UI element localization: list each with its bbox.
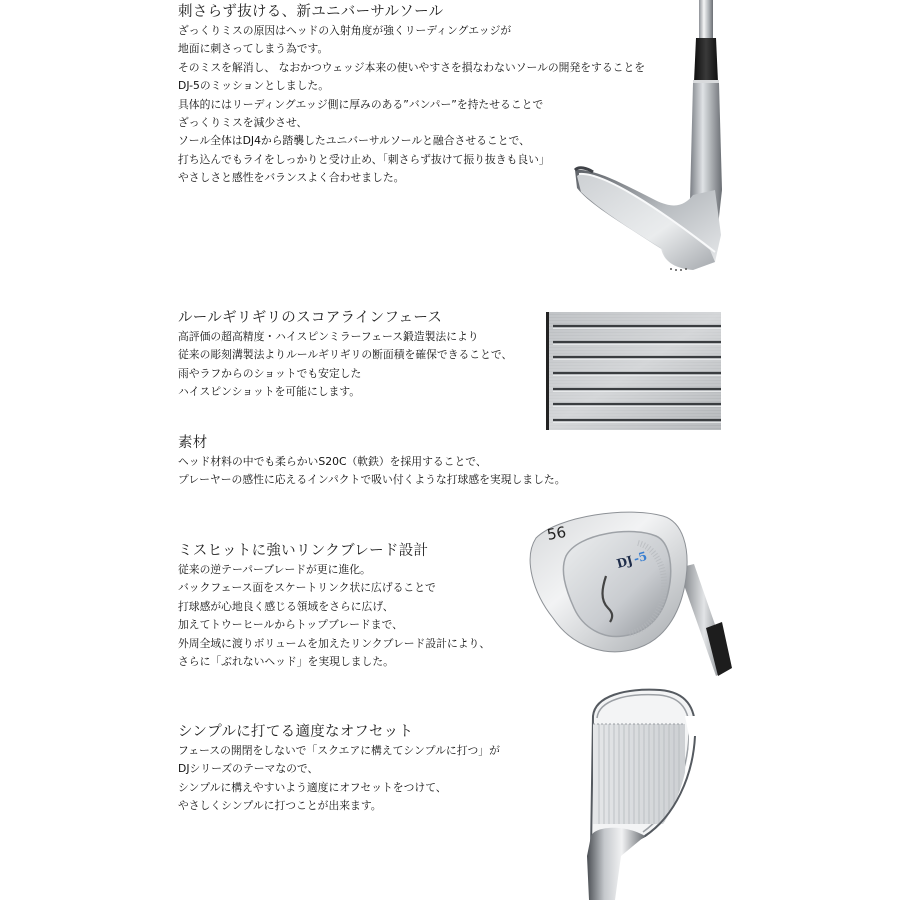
body-line: 打ち込んでもライをしっかりと受け止め、「刺さらず抜けて振り抜きも良い」 — [178, 152, 550, 166]
body-line: ざっくりミスを減少させ、 — [178, 116, 308, 130]
body-line: DJ-5のミッションとしました。 — [178, 79, 330, 93]
section-heading: 素材 — [178, 435, 208, 451]
body-line: 雨やラフからのショットでも安定した — [178, 366, 362, 380]
section-heading: ルールギリギリのスコアラインフェース — [178, 310, 443, 326]
svg-text:-5: -5 — [632, 548, 649, 566]
body-line: 高評価の超高精度・ハイスピンミラーフェース鍛造製法により — [178, 330, 479, 343]
body-line: ソール全体はDJ4から踏襲したユニバーサルソールと融合させることで、 — [178, 134, 530, 148]
body-line: やさしくシンプルに打つことが出来ます。 — [178, 799, 382, 813]
body-line: ヘッド材料の中でも柔らかいS20C（軟鉄）を採用することで、 — [178, 455, 487, 468]
body-line: ざっくりミスの原因はヘッドの入射角度が強くリーディングエッジが — [178, 24, 512, 37]
body-line: フェースの開閉をしないで「スクエアに構えてシンプルに打つ」が — [178, 744, 500, 757]
body-line: 従来の逆テーパーブレードが更に進化。 — [178, 563, 371, 576]
wedge-side-illustration — [565, 0, 740, 285]
scoreline-illustration — [546, 312, 721, 430]
wedge-back-illustration — [518, 498, 733, 683]
wedge-address-illustration — [585, 686, 705, 900]
loft-number: 56 — [545, 522, 568, 544]
body-line: 地面に刺さってしまう為です。 — [178, 42, 329, 56]
body-line: ハイスピンショットを可能にします。 — [178, 385, 361, 399]
wedge-sole-side-image — [565, 0, 740, 285]
body-line: 従来の彫刻溝製法よりルールギリギリの断面積を確保できることで、 — [178, 348, 513, 362]
body-line: 外周全域に渡りボリュームを加えたリンクブレード設計により、 — [178, 636, 491, 650]
section-material — [178, 434, 566, 490]
section-heading: ミスヒットに強いリンクブレード設計 — [178, 543, 429, 559]
body-line: シンプルに構えやすいよう適度にオフセットをつけて、 — [178, 780, 447, 794]
wedge-address-image — [585, 686, 705, 900]
body-line: バックフェース面をスケートリンク状に広げることで — [178, 581, 436, 595]
section-heading: 刺さらず抜ける、新ユニバーサルソール — [178, 4, 444, 20]
body-line: 具体的にはリーディングエッジ側に厚みのある”バンパー”を持たせることで — [178, 97, 544, 111]
section-rink-blade — [178, 542, 490, 671]
section-offset — [178, 723, 500, 816]
body-line: やさしさと感性をバランスよく合わせました。 — [178, 171, 405, 185]
face-scoreline-image — [546, 312, 721, 430]
body-line: 打球感が心地良く感じる領域をさらに広げ、 — [178, 599, 394, 613]
body-line: そのミスを解消し、 なおかつウェッジ本来の使いやすさを損なわないソールの開発をすることを — [178, 60, 646, 74]
section-scoreline-face — [178, 309, 512, 402]
body-line: さらに「ぶれないヘッド」を実現しました。 — [178, 655, 394, 669]
svg-text:DJ: DJ — [615, 553, 635, 571]
body-line: 加えてトウーヒールからトップブレードまで、 — [178, 618, 403, 632]
wedge-back-image — [518, 498, 733, 683]
section-heading: シンプルに打てる適度なオフセット — [178, 724, 414, 740]
body-line: DJシリーズのテーマなので、 — [178, 762, 319, 776]
body-line: プレーヤーの感性に応えるインパクトで吸い付くような打球感を実現しました。 — [178, 473, 566, 487]
